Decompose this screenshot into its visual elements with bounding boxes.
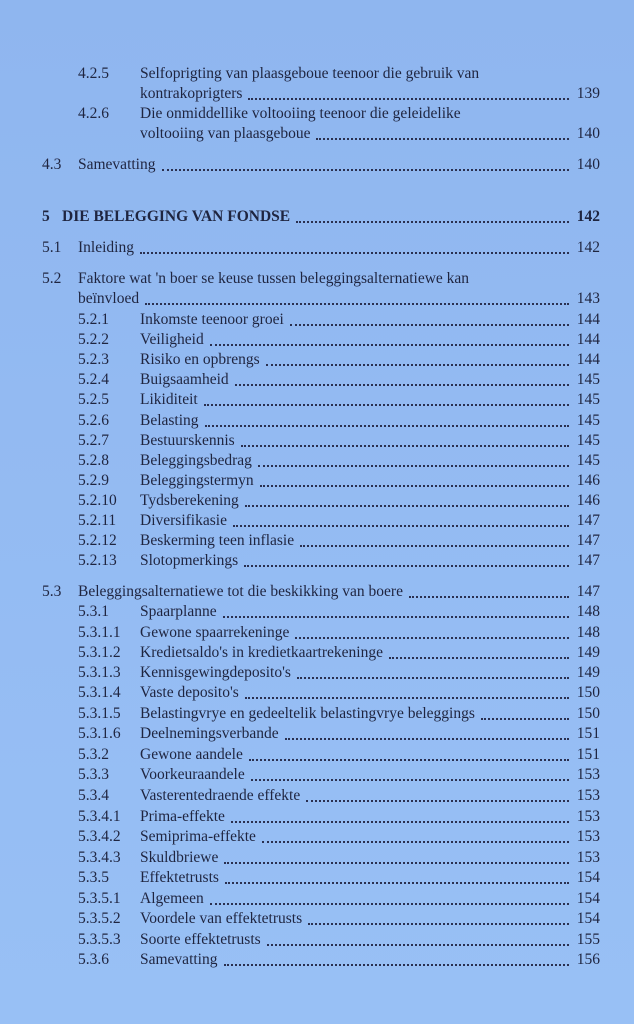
dot-leader	[300, 531, 569, 551]
toc-entry-title: Veiligheid	[140, 331, 204, 348]
toc-page-number: 154	[576, 869, 600, 886]
dot-leader	[223, 602, 569, 622]
toc-page-number: 144	[576, 331, 600, 348]
toc-entry-title: Slotopmerkings	[140, 552, 239, 569]
toc-entry-title: Selfoprigting van plaasgeboue teenoor die gebruik van	[140, 65, 480, 82]
toc-entry-title: Inkomste teenoor groei	[140, 311, 284, 328]
toc-page-number: 142	[576, 208, 600, 225]
toc-entry-title: Kennisgewingdeposito's	[140, 664, 291, 681]
toc-page-number: 153	[576, 787, 600, 804]
toc-entry-title: voltooiing van plaasgeboue	[140, 125, 311, 142]
toc-page-number: 143	[576, 290, 600, 307]
toc-page-number: 151	[576, 746, 600, 763]
toc-entry-number: 5.2.10	[78, 492, 117, 509]
dot-leader	[248, 84, 569, 104]
toc-entry-number: 4.2.5	[78, 65, 109, 82]
toc-entry-title: Likiditeit	[140, 391, 198, 408]
toc-page-number: 145	[576, 432, 600, 449]
toc-entry-number: 4.3	[42, 156, 62, 173]
toc-entry-number: 5.3.1	[78, 603, 109, 620]
toc-page-number: 153	[576, 849, 600, 866]
toc-entry-title: Samevatting	[78, 156, 156, 173]
dot-leader	[245, 683, 569, 703]
toc-page-number: 145	[576, 412, 600, 429]
toc-entry-number: 5.2	[42, 270, 62, 287]
toc-entry-title: Belastingvrye en gedeeltelik belastingvrye beleggings	[140, 705, 475, 722]
toc-entry-title: Voorkeuraandele	[140, 766, 245, 783]
toc-entry-number: 5.2.8	[78, 452, 109, 469]
toc-page-number: 149	[576, 664, 600, 681]
toc-page-number: 154	[576, 910, 600, 927]
toc-entry-title: Soorte effektetrusts	[140, 931, 261, 948]
toc-entry-title: Samevatting	[140, 951, 218, 968]
dot-leader	[308, 909, 569, 929]
toc-entry-number: 5.2.1	[78, 311, 109, 328]
toc-entry-number: 5.3.6	[78, 951, 109, 968]
dot-leader	[231, 807, 569, 827]
toc-entry-number: 5.2.4	[78, 371, 109, 388]
toc-entry-title: Vaste deposito's	[140, 684, 239, 701]
dot-leader	[210, 330, 569, 350]
toc-entry-number: 5.3.1.2	[78, 644, 121, 661]
toc-entry-title: Voordele van effektetrusts	[140, 910, 303, 927]
dot-leader	[316, 124, 569, 144]
toc-entry-title: Belasting	[140, 412, 199, 429]
dot-leader	[266, 350, 569, 370]
dot-leader	[235, 370, 569, 390]
toc-entry-number: 5.3.1.6	[78, 725, 121, 742]
toc-entry-title: Beleggingsalternatiewe tot die beskikking van boere	[78, 583, 403, 600]
dot-leader	[297, 663, 569, 683]
toc-entry-title: Spaarplanne	[140, 603, 217, 620]
toc-entry-number: 5	[42, 208, 50, 225]
dot-leader	[224, 950, 569, 970]
toc-entry-number: 5.3.1.3	[78, 664, 121, 681]
dot-leader	[481, 704, 569, 724]
toc-page-number: 151	[576, 725, 600, 742]
dot-leader	[241, 431, 569, 451]
toc-entry-number: 5.3.4.1	[78, 808, 121, 825]
toc-entry-title: Vasterentedraende effekte	[140, 787, 301, 804]
toc-page-number: 146	[576, 472, 600, 489]
toc-entry-title: Gewone spaarrekeninge	[140, 624, 290, 641]
dot-leader	[389, 643, 569, 663]
toc-page-number: 148	[576, 603, 600, 620]
toc-entry-number: 5.1	[42, 239, 62, 256]
toc-page-number: 147	[576, 583, 600, 600]
toc-entry-title: Bestuurskennis	[140, 432, 235, 449]
toc-entry-number: 5.3.3	[78, 766, 109, 783]
dot-leader	[162, 155, 569, 175]
toc-entry-number: 5.3.5.1	[78, 890, 121, 907]
toc-entry-title: Kredietsaldo's in kredietkaartrekeninge	[140, 644, 383, 661]
toc-entry-title: Diversifikasie	[140, 512, 227, 529]
toc-entry-title: Die onmiddellike voltooiing teenoor die geleidelike	[140, 105, 461, 122]
dot-leader	[267, 930, 569, 950]
toc-page-number: 154	[576, 890, 600, 907]
toc-entry-number: 5.3.4	[78, 787, 109, 804]
toc-page-number: 150	[576, 684, 600, 701]
toc-page-number: 147	[576, 512, 600, 529]
toc-entry-title: Semiprima-effekte	[140, 828, 256, 845]
toc-entry-number: 5.2.13	[78, 552, 117, 569]
toc-entry-title: beïnvloed	[78, 290, 140, 307]
toc-page-number: 150	[576, 705, 600, 722]
toc-entry-title: Tydsberekening	[140, 492, 239, 509]
toc-page-number: 144	[576, 311, 600, 328]
toc-entry-title: Beleggingstermyn	[140, 472, 254, 489]
dot-leader	[251, 765, 569, 785]
dot-leader	[285, 724, 569, 744]
dot-leader	[205, 411, 569, 431]
dot-leader	[244, 551, 569, 571]
toc-entry-title: Inleiding	[78, 239, 134, 256]
dot-leader	[258, 451, 569, 471]
toc-entry-number: 5.3	[42, 583, 62, 600]
toc-page-number: 140	[576, 156, 600, 173]
dot-leader	[233, 511, 569, 531]
toc-entry-title: Deelnemingsverbande	[140, 725, 279, 742]
toc-entry-title: Prima-effekte	[140, 808, 225, 825]
toc-entry-title: Buigsaamheid	[140, 371, 229, 388]
toc-entry-title: Risiko en opbrengs	[140, 351, 260, 368]
toc-page-number: 153	[576, 828, 600, 845]
toc-entry-number: 5.3.4.2	[78, 828, 121, 845]
toc-page-number: 153	[576, 808, 600, 825]
toc-entry-number: 5.2.3	[78, 351, 109, 368]
toc-page-number: 146	[576, 492, 600, 509]
dot-leader	[296, 207, 569, 227]
toc-entry-title: kontrakoprigters	[140, 85, 243, 102]
toc-entry-number: 5.3.2	[78, 746, 109, 763]
toc-page-number: 147	[576, 552, 600, 569]
toc-entry-number: 5.2.5	[78, 391, 109, 408]
toc-page-number: 145	[576, 371, 600, 388]
toc-entry-number: 4.2.6	[78, 105, 109, 122]
toc-entry-number: 5.2.12	[78, 532, 117, 549]
toc-entry-number: 5.3.4.3	[78, 849, 121, 866]
dot-leader	[249, 745, 569, 765]
toc-page-number: 145	[576, 452, 600, 469]
toc-entry-number: 5.3.5.2	[78, 910, 121, 927]
toc-entry-number: 5.2.6	[78, 412, 109, 429]
toc-page-number: 153	[576, 766, 600, 783]
toc-entry-number: 5.3.1.1	[78, 624, 121, 641]
toc-entry-title: Faktore wat 'n boer se keuse tussen beleggingsalternatiewe kan	[78, 270, 470, 287]
toc-entry-number: 5.2.9	[78, 472, 109, 489]
dot-leader	[260, 471, 569, 491]
toc-entry-number: 5.3.5	[78, 869, 109, 886]
toc-page-number: 139	[576, 85, 600, 102]
toc-entry-title: DIE BELEGGING VAN FONDSE	[62, 208, 291, 225]
dot-leader	[224, 848, 569, 868]
toc-entry-title: Gewone aandele	[140, 746, 243, 763]
toc-page-number: 149	[576, 644, 600, 661]
dot-leader	[204, 390, 569, 410]
dot-leader	[290, 310, 569, 330]
toc-page-number: 156	[576, 951, 600, 968]
toc-page-number: 140	[576, 125, 600, 142]
dot-leader	[225, 868, 569, 888]
toc-entry-number: 5.2.11	[78, 512, 117, 529]
toc-page-number: 142	[576, 239, 600, 256]
toc-entry-title: Skuldbriewe	[140, 849, 219, 866]
dot-leader	[210, 889, 569, 909]
toc-entry-title: Effektetrusts	[140, 869, 219, 886]
toc-entry-title: Algemeen	[140, 890, 204, 907]
dot-leader	[262, 827, 569, 847]
dot-leader	[145, 289, 569, 309]
toc-page-number: 155	[576, 931, 600, 948]
toc-entry-number: 5.3.5.3	[78, 931, 121, 948]
toc-entry-title: Beleggingsbedrag	[140, 452, 252, 469]
dot-leader	[306, 786, 569, 806]
toc-page-number: 148	[576, 624, 600, 641]
dot-leader	[140, 238, 569, 258]
toc-entry-number: 5.2.2	[78, 331, 109, 348]
toc-entry-number: 5.3.1.4	[78, 684, 121, 701]
toc-page-number: 144	[576, 351, 600, 368]
dot-leader	[245, 491, 569, 511]
dot-leader	[409, 582, 569, 602]
toc-entry-number: 5.3.1.5	[78, 705, 121, 722]
toc-page-number: 147	[576, 532, 600, 549]
dot-leader	[295, 623, 569, 643]
toc-page-number: 145	[576, 391, 600, 408]
toc-entry-title: Beskerming teen inflasie	[140, 532, 295, 549]
toc-entry-number: 5.2.7	[78, 432, 109, 449]
